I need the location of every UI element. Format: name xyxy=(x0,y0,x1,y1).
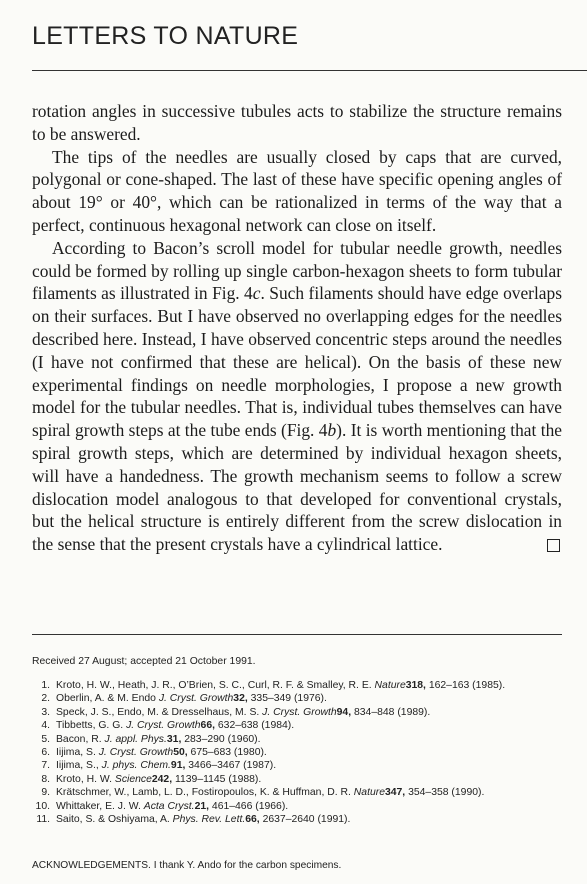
reference-text xyxy=(56,719,294,732)
reference-number: 9. xyxy=(41,787,50,799)
reference-list xyxy=(32,679,572,826)
reference-text xyxy=(56,800,288,813)
reference-journal: J. appl. Phys. xyxy=(104,733,167,745)
reference-item xyxy=(32,813,572,826)
reference-item xyxy=(32,800,572,813)
reference-volume: 66, xyxy=(200,720,215,732)
reference-text xyxy=(56,692,327,705)
reference-number: 4. xyxy=(41,720,50,732)
reference-authors: Kroto, H. W., Heath, J. R., O’Brien, S. C., Curl, R. F. & Smalley, R. E. xyxy=(56,680,375,691)
reference-journal: J. Cryst. Growth xyxy=(98,747,174,759)
header-rule xyxy=(32,70,587,71)
reference-authors: Krätschmer, W., Lamb, L. D., Fostiropoulos, K. & Huffman, D. R. xyxy=(56,787,354,799)
reference-journal: Phys. Rev. Lett. xyxy=(172,814,246,826)
reference-text xyxy=(56,733,261,746)
reference-volume: 50, xyxy=(173,747,188,759)
reference-number: 5. xyxy=(41,733,50,745)
reference-journal: J. Cryst. Growth xyxy=(158,693,234,705)
reference-volume: 31, xyxy=(166,733,182,745)
reference-authors: Speck, J. S., Endo, M. & Dresselhaus, M. S. xyxy=(56,706,263,718)
acknowledgements: ACKNOWLEDGEMENTS. I thank Y. Ando for the carbon specimens. xyxy=(32,860,342,871)
reference-volume: 21, xyxy=(194,800,210,812)
reference-volume: 94, xyxy=(336,706,352,718)
reference-pages: 162–163 (1985). xyxy=(425,680,506,691)
reference-authors: Kroto, H. W. xyxy=(56,773,115,785)
received-line: Received 27 August; accepted 21 October 1991. xyxy=(32,656,256,667)
reference-text xyxy=(56,746,267,759)
reference-volume: 242, xyxy=(151,773,173,785)
reference-item xyxy=(32,746,572,759)
paragraph: The tips of the needles are usually closed by caps that are curved, polygonal or cone-shaped. The last of these have specific opening angles of about 19° or 40°, which can be rationalized in terms of the way that a perfect, continuous hexagonal network can close on itself. xyxy=(32,146,562,235)
reference-number: 1. xyxy=(41,680,50,691)
reference-number: 8. xyxy=(41,773,50,785)
reference-authors: Tibbetts, G. G. xyxy=(56,720,127,732)
reference-authors: Iijima, S., xyxy=(56,760,102,772)
paragraph-text: According to Bacon’s scroll model for tubular needle growth, needles could be formed by rolling up single carbon-hexagon sheets to form tubular filaments as illustrated in Fig. 4 xyxy=(32,237,562,304)
end-of-article-box-icon xyxy=(547,539,560,552)
section-header: LETTERS TO NATURE xyxy=(32,22,299,50)
reference-journal: Acta Cryst. xyxy=(143,800,195,812)
paragraph xyxy=(32,237,562,556)
reference-text xyxy=(56,679,505,692)
reference-journal: Science xyxy=(114,773,152,785)
reference-journal: J. phys. Chem. xyxy=(101,760,171,772)
reference-text xyxy=(56,773,261,786)
reference-volume: 32, xyxy=(233,693,248,705)
reference-authors: Whittaker, E. J. W. xyxy=(56,800,144,812)
reference-item xyxy=(32,759,572,772)
reference-number: 6. xyxy=(41,747,50,759)
reference-pages: 2637–2640 (1991). xyxy=(259,814,351,826)
reference-number: 11. xyxy=(36,814,50,826)
reference-number: 10. xyxy=(35,800,50,812)
reference-item xyxy=(32,692,572,705)
reference-text xyxy=(56,759,276,772)
reference-pages: 834–848 (1989). xyxy=(351,706,431,718)
reference-item xyxy=(32,733,572,746)
reference-pages: 354–358 (1990). xyxy=(405,787,485,799)
reference-volume: 318, xyxy=(405,680,426,691)
reference-volume: 347, xyxy=(384,787,406,799)
reference-number: 2. xyxy=(41,693,50,705)
reference-pages: 675–683 (1980). xyxy=(187,747,267,759)
reference-journal: Nature xyxy=(374,680,406,691)
reference-authors: Iijima, S. xyxy=(56,747,99,759)
reference-journal: Nature xyxy=(353,787,385,799)
reference-item xyxy=(32,719,572,732)
paragraph: rotation angles in successive tubules acts to stabilize the structure remains to be answered. xyxy=(32,101,562,144)
reference-journal: J. Cryst. Growth xyxy=(126,720,201,732)
references-rule xyxy=(32,634,562,635)
reference-pages: 335–349 (1976). xyxy=(247,693,327,705)
reference-authors: Oberlin, A. & M. Endo xyxy=(56,693,159,705)
figure-panel-ref: b xyxy=(327,420,337,441)
reference-pages: 283–290 (1960). xyxy=(181,733,261,745)
reference-item xyxy=(32,773,572,786)
reference-item xyxy=(32,706,572,719)
reference-journal: J. Cryst. Growth xyxy=(262,706,337,718)
reference-pages: 3466–3467 (1987). xyxy=(185,760,277,772)
reference-pages: 461–466 (1966). xyxy=(209,800,289,812)
reference-item xyxy=(32,679,572,692)
reference-pages: 632–638 (1984). xyxy=(215,720,295,732)
paragraph-text: ). It is worth mentioning that the spiral growth steps, which are determined by individual hexagon sheets, will have a handedness. The growth mechanism seems to follow a screw dislocation model analogous to that developed for conventional crystals, but the helical structure is entirely different from the screw dislocation in the sense that the present crystals have a cylindrical lattice. xyxy=(32,420,562,555)
reference-number: 3. xyxy=(41,706,50,718)
reference-authors: Bacon, R. xyxy=(56,733,105,745)
reference-text xyxy=(56,813,350,826)
reference-number: 7. xyxy=(41,760,50,772)
figure-panel-ref: c xyxy=(252,283,261,304)
reference-text xyxy=(56,786,484,799)
reference-authors: Saito, S. & Oshiyama, A. xyxy=(56,814,173,826)
reference-text xyxy=(56,706,430,719)
reference-pages: 1139–1145 (1988). xyxy=(172,773,262,785)
reference-volume: 91, xyxy=(170,760,186,772)
reference-item xyxy=(32,786,572,799)
reference-volume: 66, xyxy=(245,814,260,826)
article-body xyxy=(32,100,562,556)
paragraph-text: . Such filaments should have edge overlaps on their surfaces. But I have observed no overlapping edges for the needles described here. Instead, I have observed concentric steps around the needles (I have not confirmed that these are helical). On the basis of these new experimental findings on needle morphologies, I propose a new growth model for the tubular needles. That is, individual tubes themselves can have spiral growth steps at the tube ends (Fig. 4 xyxy=(32,283,562,441)
